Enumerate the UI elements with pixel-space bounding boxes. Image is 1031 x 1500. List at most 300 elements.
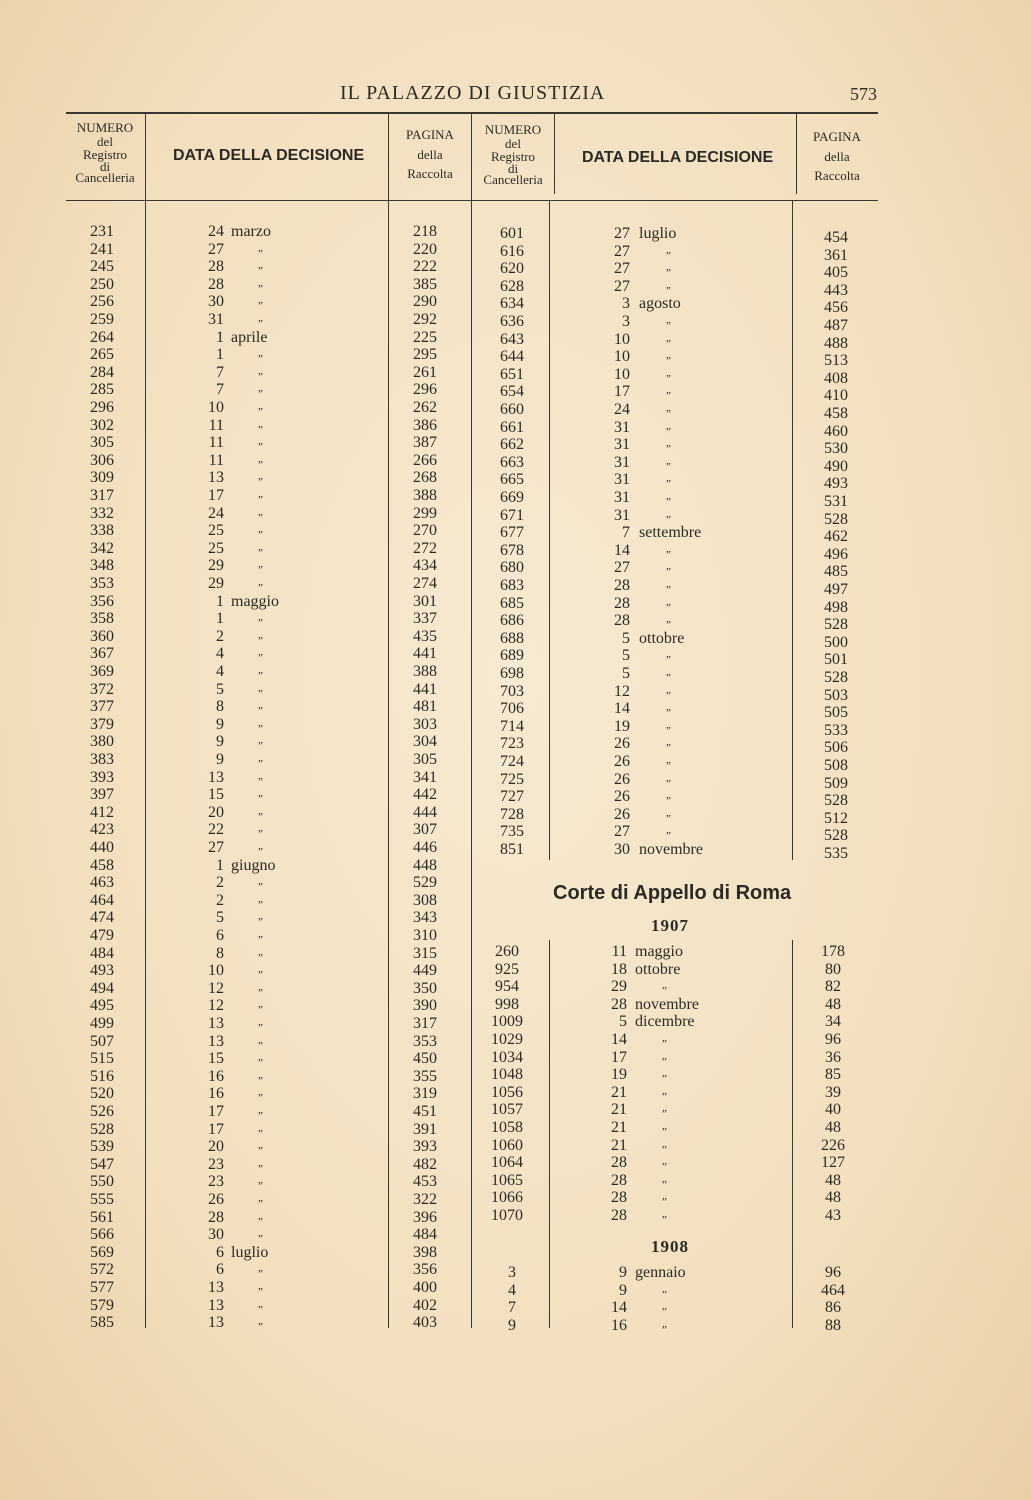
left-row-numero: 550 bbox=[90, 1173, 114, 1191]
left-row-pagina: 529 bbox=[413, 874, 437, 892]
right-row-numero: 628 bbox=[500, 277, 524, 295]
appello-1907-row-day: 28 bbox=[611, 1154, 627, 1172]
left-row-month: ” bbox=[258, 740, 263, 753]
year-heading-1908: 1908 bbox=[651, 1237, 689, 1256]
appello-1907-row-pagina: 127 bbox=[821, 1154, 845, 1172]
left-row-month: ” bbox=[258, 1303, 263, 1316]
right-row-day: 27 bbox=[614, 242, 630, 260]
right-row-month: ” bbox=[666, 566, 671, 579]
left-row-day: 13 bbox=[208, 1015, 224, 1032]
right-row-day: 10 bbox=[614, 348, 630, 366]
appello-1907-row-month: dicembre bbox=[635, 1013, 695, 1031]
right-row-pagina: 462 bbox=[824, 528, 848, 546]
left-row-month: ” bbox=[258, 634, 263, 647]
right-row-month: ” bbox=[666, 478, 671, 491]
left-row-month: ” bbox=[258, 476, 263, 489]
left-row-numero: 499 bbox=[90, 1015, 114, 1032]
right-row-day: 5 bbox=[622, 629, 630, 647]
appello-1907-row-numero: 1029 bbox=[491, 1031, 523, 1048]
left-row-day: 8 bbox=[216, 944, 224, 962]
left-row-month: maggio bbox=[231, 592, 279, 610]
right-row-day: 26 bbox=[614, 805, 630, 823]
right-row-pagina: 488 bbox=[824, 334, 848, 352]
left-row-numero: 393 bbox=[90, 768, 114, 786]
right-row-pagina: 528 bbox=[824, 616, 848, 634]
right-row-numero: 660 bbox=[500, 401, 524, 418]
left-row-day: 20 bbox=[208, 1138, 224, 1156]
right-row-day: 26 bbox=[614, 788, 630, 806]
left-row-day: 9 bbox=[216, 715, 224, 733]
right-row-pagina: 500 bbox=[824, 633, 848, 651]
right-row-pagina: 533 bbox=[824, 721, 848, 739]
appello-1908-row-month: ” bbox=[662, 1323, 667, 1336]
left-row-day: 17 bbox=[208, 1120, 224, 1138]
appello-1907-row-numero: 1060 bbox=[491, 1136, 523, 1154]
right-row-day: 3 bbox=[622, 313, 630, 330]
left-row-numero: 332 bbox=[90, 504, 114, 522]
left-row-day: 30 bbox=[208, 293, 224, 311]
right-row-month: ” bbox=[666, 777, 671, 790]
left-row-month: ” bbox=[258, 969, 263, 982]
appello-1907-row-month: ” bbox=[662, 1214, 667, 1226]
left-row-month: ” bbox=[258, 282, 263, 295]
left-row-month: ” bbox=[258, 898, 263, 911]
right-row-month: ” bbox=[666, 355, 671, 368]
header-bottom-rule bbox=[66, 200, 878, 201]
right-row-pagina: 460 bbox=[824, 422, 848, 440]
col-header-numero-right bbox=[470, 123, 556, 186]
right-row-day: 10 bbox=[614, 365, 630, 383]
left-row-numero: 507 bbox=[90, 1032, 114, 1050]
right-row-numero: 728 bbox=[500, 805, 524, 823]
appello-1907-row-day: 28 bbox=[611, 995, 627, 1013]
left-row-month: ” bbox=[258, 1198, 263, 1210]
right-row-day: 27 bbox=[614, 277, 630, 295]
right-row-day: 31 bbox=[614, 436, 630, 454]
right-row-month: ” bbox=[666, 496, 671, 508]
right-row-month: ” bbox=[666, 267, 671, 280]
appello-1908-row-day: 16 bbox=[611, 1316, 627, 1334]
left-row-day: 25 bbox=[208, 539, 224, 557]
col-header-data-left: DATA DELLA DECISIONE bbox=[173, 147, 365, 164]
left-row-month: ” bbox=[258, 494, 263, 506]
appello-1907-row-pagina: 48 bbox=[825, 1189, 841, 1207]
left-row-day: 16 bbox=[208, 1085, 224, 1103]
left-row-numero: 338 bbox=[90, 522, 114, 540]
left-row-pagina: 290 bbox=[413, 293, 437, 311]
right-row-month: ” bbox=[666, 760, 671, 772]
appello-1907-row-pagina: 226 bbox=[821, 1136, 845, 1154]
left-row-day: 7 bbox=[216, 381, 224, 399]
right-row-pagina: 528 bbox=[824, 510, 848, 528]
right-row-day: 30 bbox=[614, 841, 630, 858]
left-row-day: 9 bbox=[216, 733, 224, 751]
left-row-month: ” bbox=[258, 705, 263, 718]
left-row-day: 24 bbox=[208, 504, 224, 522]
appello-1908-row-pagina: 464 bbox=[821, 1281, 845, 1299]
left-row-month: ” bbox=[258, 687, 263, 700]
left-row-day: 7 bbox=[216, 363, 224, 381]
left-row-numero: 495 bbox=[90, 997, 114, 1015]
year-heading-1907: 1907 bbox=[651, 916, 689, 935]
left-row-month: ” bbox=[258, 951, 263, 964]
header-line: di bbox=[507, 160, 519, 176]
left-row-month: ” bbox=[258, 318, 263, 330]
left-row-day: 2 bbox=[216, 627, 224, 645]
appello-1907-row-month: ” bbox=[662, 1108, 667, 1121]
right-row-day: 31 bbox=[614, 506, 630, 524]
left-row-numero: 305 bbox=[90, 434, 114, 452]
right-row-numero: 601 bbox=[500, 225, 524, 242]
right-row-numero: 685 bbox=[500, 594, 524, 612]
left-row-month: ” bbox=[258, 1039, 263, 1052]
right-row-numero: 678 bbox=[500, 541, 524, 559]
left-row-pagina: 435 bbox=[413, 627, 437, 645]
left-row-pagina: 402 bbox=[413, 1296, 437, 1314]
left-row-numero: 256 bbox=[90, 293, 114, 311]
left-row-day: 16 bbox=[208, 1067, 224, 1085]
left-row-numero: 577 bbox=[90, 1279, 114, 1296]
left-row-numero: 569 bbox=[90, 1243, 114, 1261]
left-row-numero: 309 bbox=[90, 469, 114, 487]
left-row-month: ” bbox=[258, 406, 263, 418]
left-row-numero: 479 bbox=[90, 927, 114, 944]
appello-1907-row-day: 28 bbox=[611, 1171, 627, 1189]
left-row-pagina: 448 bbox=[413, 856, 437, 874]
left-row-pagina: 434 bbox=[413, 557, 437, 575]
appello-1907-row-day: 21 bbox=[611, 1119, 627, 1136]
header-line: Raccolta bbox=[814, 168, 860, 183]
left-row-month: ” bbox=[258, 423, 263, 436]
right-row-pagina: 485 bbox=[824, 563, 848, 581]
left-row-day: 13 bbox=[208, 1314, 224, 1332]
left-row-month: luglio bbox=[231, 1243, 269, 1261]
right-row-month: ” bbox=[666, 672, 671, 684]
appello-1907-row-month: ” bbox=[662, 1055, 667, 1068]
right-row-numero: 620 bbox=[500, 260, 524, 278]
col-header-data-right: DATA DELLA DECISIONE bbox=[582, 149, 774, 166]
left-row-numero: 245 bbox=[90, 258, 114, 276]
appello-1908-row-day: 9 bbox=[619, 1264, 627, 1281]
left-row-pagina: 350 bbox=[413, 979, 437, 997]
right-row-pagina: 528 bbox=[824, 669, 848, 686]
right-row-pagina: 530 bbox=[824, 440, 848, 458]
right-row-numero: 725 bbox=[500, 770, 524, 788]
left-row-pagina: 387 bbox=[413, 434, 437, 452]
appello-1907-row-numero: 1034 bbox=[491, 1048, 523, 1066]
left-row-month: ” bbox=[258, 934, 263, 946]
right-row-pagina: 535 bbox=[824, 845, 848, 862]
left-row-pagina: 218 bbox=[413, 223, 437, 240]
header-line: Raccolta bbox=[407, 166, 453, 181]
right-row-day: 31 bbox=[614, 453, 630, 471]
left-row-day: 29 bbox=[208, 575, 224, 592]
right-row-numero: 662 bbox=[500, 436, 524, 454]
right-row-pagina: 531 bbox=[824, 493, 848, 510]
left-row-month: ” bbox=[258, 1127, 263, 1140]
appello-1907-row-month: ” bbox=[662, 1178, 667, 1191]
left-row-pagina: 296 bbox=[413, 381, 437, 399]
left-row-pagina: 222 bbox=[413, 258, 437, 276]
right-row-numero: 644 bbox=[500, 348, 524, 366]
left-row-pagina: 303 bbox=[413, 715, 437, 733]
right-row-month: ottobre bbox=[639, 629, 685, 647]
left-row-numero: 369 bbox=[90, 663, 114, 680]
left-row-numero: 484 bbox=[90, 944, 114, 962]
right-row-pagina: 509 bbox=[824, 774, 848, 792]
appello-1908-row-numero: 3 bbox=[508, 1264, 516, 1281]
right-row-month: ” bbox=[666, 460, 671, 473]
left-row-numero: 526 bbox=[90, 1103, 114, 1120]
appello-1907-row-month: ” bbox=[662, 1126, 667, 1138]
right-row-month: ” bbox=[666, 689, 671, 702]
header-line: di bbox=[99, 158, 111, 174]
left-row-month: ” bbox=[258, 881, 263, 894]
right-row-day: 26 bbox=[614, 735, 630, 753]
right-row-day: 31 bbox=[614, 489, 630, 506]
appello-1907-row-pagina: 48 bbox=[825, 1171, 841, 1189]
left-row-pagina: 341 bbox=[413, 768, 437, 786]
left-row-numero: 547 bbox=[90, 1155, 114, 1173]
left-row-numero: 306 bbox=[90, 451, 114, 469]
right-row-numero: 669 bbox=[500, 489, 524, 506]
left-row-pagina: 308 bbox=[413, 891, 437, 909]
right-row-numero: 677 bbox=[500, 524, 524, 542]
left-row-pagina: 451 bbox=[413, 1103, 437, 1120]
right-row-numero: 735 bbox=[500, 823, 524, 841]
left-row-numero: 572 bbox=[90, 1261, 114, 1279]
left-row-month: ” bbox=[258, 1145, 263, 1158]
right-row-numero: 724 bbox=[500, 753, 524, 770]
left-row-pagina: 446 bbox=[413, 839, 437, 856]
right-row-day: 19 bbox=[614, 717, 630, 735]
appello-1907-row-pagina: 43 bbox=[825, 1207, 841, 1224]
right-row-numero: 671 bbox=[500, 506, 524, 524]
right-row-month: ” bbox=[666, 601, 671, 614]
appello-1907-row-pagina: 34 bbox=[825, 1013, 841, 1031]
running-header: IL PALAZZO DI GIUSTIZIA bbox=[340, 82, 606, 104]
right-row-month: ” bbox=[666, 390, 671, 403]
left-row-numero: 264 bbox=[90, 328, 114, 346]
left-row-month: ” bbox=[258, 670, 263, 682]
right-row-pagina: 513 bbox=[824, 352, 848, 370]
left-row-day: 13 bbox=[208, 1279, 224, 1296]
header-line: Registro bbox=[82, 147, 128, 162]
appello-1907-row-pagina: 48 bbox=[825, 995, 841, 1013]
left-row-day: 23 bbox=[208, 1173, 224, 1191]
left-row-month: ” bbox=[258, 1092, 263, 1105]
left-row-pagina: 388 bbox=[413, 663, 437, 680]
left-row-month: ” bbox=[258, 247, 263, 260]
left-row-pagina: 301 bbox=[413, 592, 437, 610]
left-row-month: ” bbox=[258, 564, 263, 577]
left-row-day: 1 bbox=[216, 856, 224, 874]
left-row-month: ” bbox=[258, 1286, 263, 1298]
column-divider bbox=[145, 114, 146, 1328]
right-row-day: 27 bbox=[614, 823, 630, 841]
left-row-pagina: 304 bbox=[413, 733, 437, 751]
left-row-numero: 585 bbox=[90, 1314, 114, 1332]
left-row-numero: 528 bbox=[90, 1120, 114, 1138]
left-row-day: 11 bbox=[208, 416, 224, 434]
appello-1907-row-day: 5 bbox=[619, 1013, 627, 1031]
right-row-day: 26 bbox=[614, 753, 630, 770]
right-row-month: ” bbox=[666, 830, 671, 843]
right-row-day: 26 bbox=[614, 770, 630, 788]
right-row-numero: 643 bbox=[500, 330, 524, 348]
left-row-month: ” bbox=[258, 1162, 263, 1175]
appello-1907-row-month: ” bbox=[662, 1073, 667, 1086]
right-row-pagina: 456 bbox=[824, 299, 848, 317]
left-row-numero: 440 bbox=[90, 839, 114, 856]
left-row-month: ” bbox=[258, 652, 263, 665]
left-row-month: ” bbox=[258, 810, 263, 823]
header-line: NUMERO bbox=[484, 122, 542, 137]
left-row-day: 11 bbox=[208, 451, 224, 469]
appello-1907-row-month: ” bbox=[662, 1161, 667, 1174]
right-row-month: ” bbox=[666, 742, 671, 755]
right-row-pagina: 405 bbox=[824, 264, 848, 282]
left-row-numero: 579 bbox=[90, 1296, 114, 1314]
left-row-day: 13 bbox=[208, 469, 224, 487]
appello-1908-row-month: gennaio bbox=[635, 1264, 686, 1281]
left-row-day: 5 bbox=[216, 909, 224, 927]
right-row-day: 31 bbox=[614, 418, 630, 436]
appello-1907-row-numero: 998 bbox=[495, 995, 519, 1013]
left-row-numero: 380 bbox=[90, 733, 114, 751]
appello-1907-row-day: 28 bbox=[611, 1189, 627, 1207]
header-line: Cancelleria bbox=[483, 171, 543, 187]
right-row-pagina: 506 bbox=[824, 739, 848, 757]
appello-1907-row-pagina: 96 bbox=[825, 1031, 841, 1048]
left-row-pagina: 295 bbox=[413, 346, 437, 364]
left-row-pagina: 322 bbox=[413, 1191, 437, 1208]
left-row-month: ” bbox=[258, 265, 263, 278]
header-line: del bbox=[505, 135, 521, 151]
left-row-day: 12 bbox=[208, 997, 224, 1015]
right-row-month: ” bbox=[666, 249, 671, 262]
right-row-numero: 706 bbox=[500, 700, 524, 718]
left-row-month: aprile bbox=[231, 328, 268, 346]
right-row-pagina: 512 bbox=[824, 809, 848, 827]
right-row-numero: 727 bbox=[500, 788, 524, 806]
left-row-pagina: 390 bbox=[413, 997, 437, 1015]
left-row-numero: 367 bbox=[90, 645, 114, 663]
appello-1907-row-day: 19 bbox=[611, 1066, 627, 1084]
right-row-pagina: 498 bbox=[824, 598, 848, 616]
right-row-month: ” bbox=[666, 724, 671, 737]
appello-1908-row-numero: 7 bbox=[508, 1299, 516, 1317]
appello-1908-row-day: 9 bbox=[619, 1281, 627, 1299]
appello-1907-row-month: ” bbox=[662, 1143, 667, 1156]
right-row-month: ” bbox=[666, 337, 671, 350]
left-row-pagina: 299 bbox=[413, 504, 437, 522]
left-row-numero: 360 bbox=[90, 627, 114, 645]
left-row-numero: 379 bbox=[90, 715, 114, 733]
left-row-pagina: 317 bbox=[413, 1015, 437, 1032]
left-row-pagina: 442 bbox=[413, 786, 437, 804]
left-row-day: 13 bbox=[208, 768, 224, 786]
right-row-pagina: 501 bbox=[824, 651, 848, 669]
left-row-month: ” bbox=[258, 353, 263, 366]
left-row-month: ” bbox=[258, 758, 263, 770]
appello-1907-row-day: 11 bbox=[611, 943, 627, 960]
left-row-day: 28 bbox=[208, 258, 224, 276]
left-row-numero: 353 bbox=[90, 575, 114, 592]
right-row-numero: 636 bbox=[500, 313, 524, 330]
left-row-pagina: 272 bbox=[413, 539, 437, 557]
left-row-numero: 317 bbox=[90, 487, 114, 504]
left-row-month: ” bbox=[258, 1268, 263, 1281]
left-row-month: ” bbox=[258, 511, 263, 524]
left-row-month: ” bbox=[258, 793, 263, 806]
appello-1908-row-pagina: 86 bbox=[825, 1299, 841, 1317]
appello-1908-row-day: 14 bbox=[611, 1299, 627, 1317]
left-row-numero: 494 bbox=[90, 979, 114, 997]
right-row-numero: 680 bbox=[500, 559, 524, 577]
left-row-numero: 561 bbox=[90, 1208, 114, 1226]
right-row-day: 28 bbox=[614, 577, 630, 594]
left-row-day: 22 bbox=[208, 821, 224, 839]
appello-1907-row-pagina: 178 bbox=[821, 943, 845, 960]
left-row-day: 1 bbox=[216, 346, 224, 364]
left-row-month: ” bbox=[258, 546, 263, 559]
right-row-pagina: 497 bbox=[824, 581, 848, 598]
left-row-numero: 265 bbox=[90, 346, 114, 364]
column-divider bbox=[388, 114, 389, 1328]
right-row-pagina: 487 bbox=[824, 317, 848, 334]
left-row-pagina: 441 bbox=[413, 680, 437, 698]
col-header-pagina-right bbox=[796, 130, 878, 183]
right-row-numero: 661 bbox=[500, 418, 524, 436]
right-row-day: 7 bbox=[622, 524, 630, 542]
appello-1907-row-month: maggio bbox=[635, 943, 683, 960]
right-row-day: 27 bbox=[614, 559, 630, 577]
top-rule bbox=[66, 112, 878, 114]
column-divider bbox=[792, 940, 793, 1328]
left-row-month: ” bbox=[258, 370, 263, 383]
right-row-numero: 851 bbox=[500, 841, 524, 858]
appello-1907-row-numero: 1057 bbox=[491, 1101, 523, 1119]
left-row-day: 1 bbox=[216, 592, 224, 610]
left-row-numero: 412 bbox=[90, 803, 114, 821]
right-row-month: ” bbox=[666, 372, 671, 385]
left-row-pagina: 343 bbox=[413, 909, 437, 927]
appello-1907-row-pagina: 36 bbox=[825, 1048, 841, 1066]
left-row-pagina: 388 bbox=[413, 487, 437, 504]
left-row-pagina: 398 bbox=[413, 1243, 437, 1261]
left-row-pagina: 441 bbox=[413, 645, 437, 663]
left-row-day: 12 bbox=[208, 979, 224, 997]
left-row-numero: 555 bbox=[90, 1191, 114, 1208]
left-row-day: 13 bbox=[208, 1032, 224, 1050]
left-row-numero: 284 bbox=[90, 363, 114, 381]
left-row-numero: 356 bbox=[90, 592, 114, 610]
appello-1907-row-month: ” bbox=[662, 1090, 667, 1103]
section-title: Corte di Appello di Roma bbox=[553, 882, 792, 904]
left-row-numero: 372 bbox=[90, 680, 114, 698]
left-row-day: 10 bbox=[208, 962, 224, 980]
left-row-day: 1 bbox=[216, 328, 224, 346]
left-row-pagina: 307 bbox=[413, 821, 437, 839]
right-row-pagina: 408 bbox=[824, 369, 848, 387]
left-row-day: 5 bbox=[216, 680, 224, 698]
left-row-numero: 231 bbox=[90, 223, 114, 240]
column-divider bbox=[471, 114, 472, 1328]
left-row-month: ” bbox=[258, 458, 263, 471]
right-row-numero: 703 bbox=[500, 682, 524, 700]
left-row-pagina: 305 bbox=[413, 751, 437, 768]
